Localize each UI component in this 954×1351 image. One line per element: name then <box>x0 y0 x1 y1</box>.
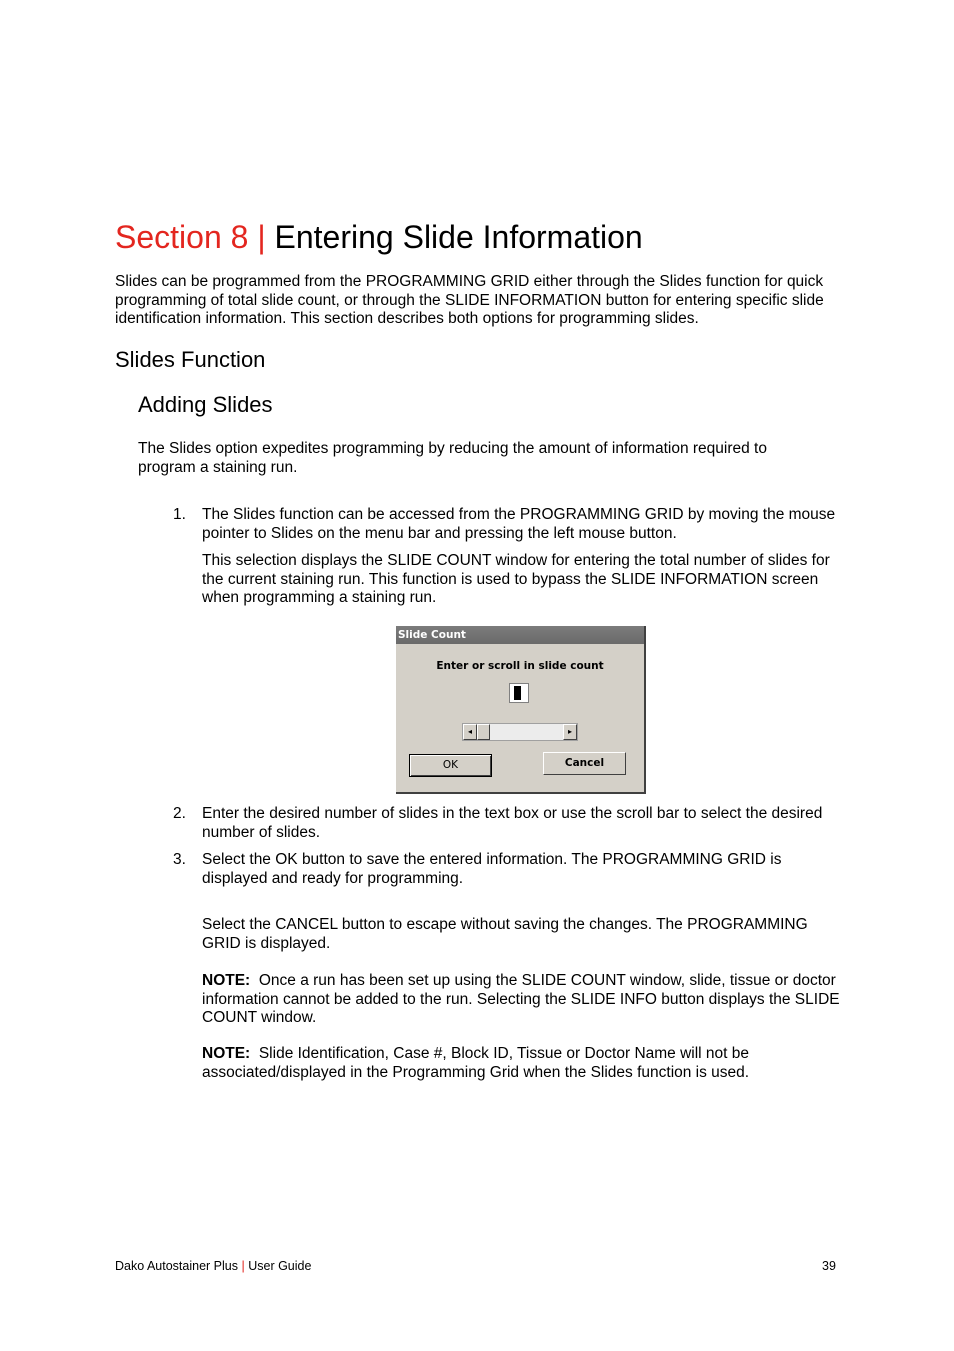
footer-separator: | <box>241 1259 245 1273</box>
note-2-text: Slide Identification, Case #, Block ID, Tissue or Doctor Name will not be associated/displayed in the Programming Grid when the Slides function is used. <box>202 1045 750 1081</box>
ok-button[interactable]: OK <box>409 754 492 777</box>
footer-left <box>115 1259 311 1274</box>
footer-product: Dako Autostainer Plus <box>115 1259 238 1273</box>
scroll-right-icon[interactable]: ▸ <box>563 724 577 740</box>
intro-paragraph: Slides can be programmed from the PROGRAMMING GRID either through the Slides function for quick programming of total slide count, or through the SLIDE INFORMATION button for entering specific slide identification information. This section describes both options for programming slides. <box>115 273 824 328</box>
page-number: 39 <box>822 1259 836 1273</box>
slide-count-dialog <box>396 626 646 794</box>
step-3-detail: Select the CANCEL button to escape without saving the changes. The PROGRAMMING GRID is displayed. <box>202 916 808 952</box>
adding-slides-intro: The Slides option expedites programming by reducing the amount of information required to program a staining run. <box>138 440 767 476</box>
scroll-thumb[interactable] <box>477 724 490 740</box>
step-2-number: 2. <box>173 805 186 822</box>
note-1-label: NOTE: <box>202 972 251 989</box>
step-3-text: Select the OK button to save the entered information. The PROGRAMMING GRID is displayed and ready for programming. <box>202 851 782 887</box>
step-3-number: 3. <box>173 851 186 868</box>
section-title <box>115 215 643 259</box>
text-cursor <box>514 686 521 700</box>
dialog-prompt: Enter or scroll in slide count <box>436 660 604 672</box>
scroll-left-icon[interactable]: ◂ <box>463 724 477 740</box>
section-separator: | <box>257 219 266 255</box>
slide-count-scrollbar[interactable] <box>462 723 578 741</box>
section-title-text: Entering Slide Information <box>274 219 643 255</box>
step-1-detail: This selection displays the SLIDE COUNT window for entering the total number of slides for the current staining run. This function is used to bypass the SLIDE INFORMATION screen when programming a staining run. <box>202 552 830 607</box>
note-2-label: NOTE: <box>202 1045 251 1062</box>
cancel-button[interactable]: Cancel <box>543 752 626 775</box>
heading-slides-function: Slides Function <box>115 347 266 372</box>
slide-count-input[interactable] <box>509 683 529 703</box>
note-2 <box>202 1045 842 1082</box>
step-2-text: Enter the desired number of slides in the text box or use the scroll bar to select the desired number of slides. <box>202 805 823 841</box>
note-1 <box>202 972 842 1028</box>
step-1-text: The Slides function can be accessed from the PROGRAMMING GRID by moving the mouse pointer to Slides on the menu bar and pressing the left mouse button. <box>202 506 836 542</box>
heading-adding-slides: Adding Slides <box>138 392 273 417</box>
section-number: Section 8 <box>115 219 249 255</box>
dialog-titlebar: Slide Count <box>396 626 644 644</box>
step-1-number: 1. <box>173 506 186 523</box>
note-1-text: Once a run has been set up using the SLIDE COUNT window, slide, tissue or doctor information cannot be added to the run. Selecting the SLIDE INFO button displays the SLIDE COUNT window. <box>202 972 840 1027</box>
footer-doc: User Guide <box>248 1259 312 1273</box>
